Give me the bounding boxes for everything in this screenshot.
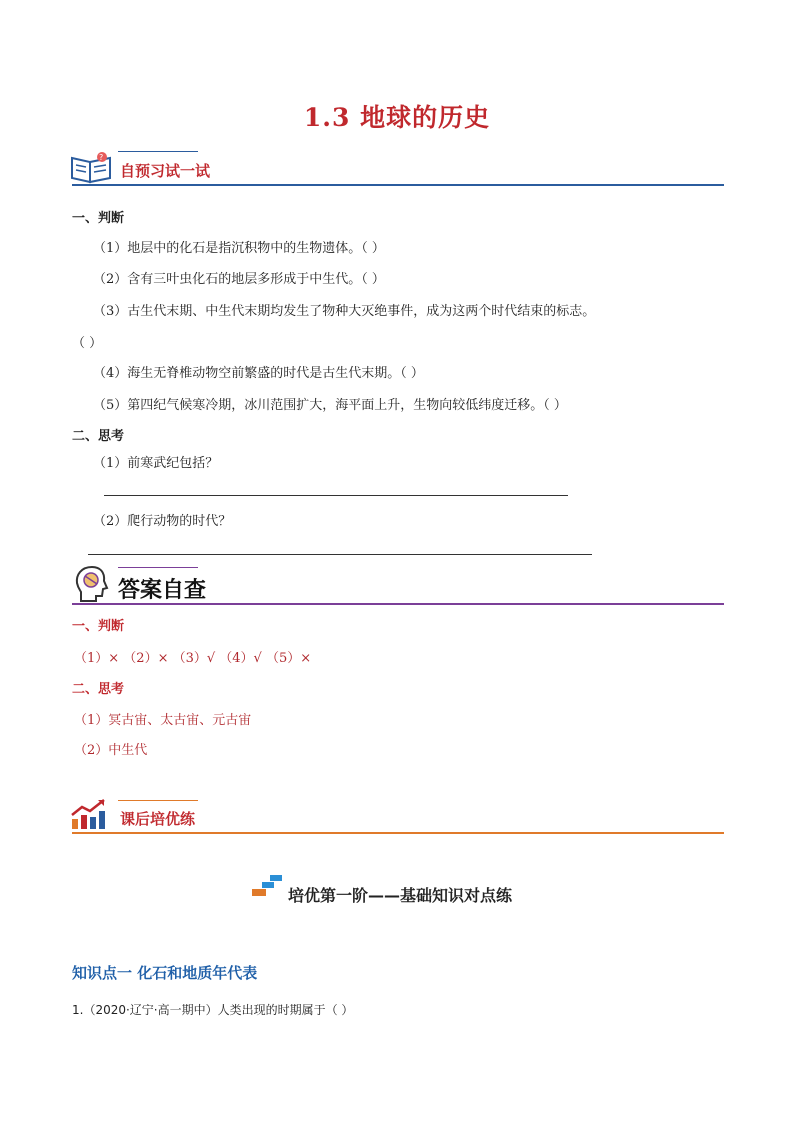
answer-think-1: （1）冥古宙、太古宙、元古宙 [74,713,252,728]
stairs-icon [250,873,284,897]
growth-chart-icon [70,797,110,831]
svg-text:?: ? [99,153,104,162]
think-item-2: （2）爬行动物的时代？ [93,514,232,529]
judge-item-3-cont: （ ） [72,336,103,351]
answer-think-2: （2）中生代 [74,743,148,758]
preview-section-icon [70,150,114,184]
practice-top-rule [118,800,198,801]
answer-judge-values: （1）× （2）× （3）√ （4）√ （5）× [74,651,312,666]
knowledge-point-heading: 知识点一 化石和地质年代表 [72,964,258,982]
practice-section-icon [70,797,110,831]
judge-item-2: （2）含有三叶虫化石的地层多形成于中生代。（ ） [93,272,385,287]
preview-section-title: 自预习试一试 [120,162,211,180]
think-item-1: （1）前寒武纪包括？ [93,456,219,471]
answer-top-rule [118,567,198,568]
book-icon [70,150,114,184]
answer-section-rule [72,603,724,605]
judge-item-4: （4）海生无脊椎动物空前繁盛的时代是古生代末期。（ ） [93,366,424,381]
question-1: 1.（2020·辽宁·高一期中）人类出现的时期属于（ ） [72,1003,354,1017]
stage-heading: 培优第一阶——基础知识对点练 [288,886,513,905]
think-heading: 二、思考 [72,429,125,444]
section-top-rule [118,151,198,152]
judge-item-1: （1）地层中的化石是指沉积物中的生物遗体。（ ） [93,241,385,256]
practice-section-rule [72,832,724,834]
answer-line-2[interactable] [88,554,592,555]
judge-item-3: （3）古生代末期、中生代末期均发生了物种大灭绝事件，成为这两个时代结束的标志。 [93,304,596,319]
preview-section-rule [72,184,724,186]
thinking-head-icon [72,564,112,604]
answer-section-title: 答案自查 [118,578,207,603]
practice-section-title: 课后培优练 [120,810,196,828]
stage-icon [250,873,284,897]
answer-line-1[interactable] [104,495,568,496]
answer-think-heading: 二、思考 [72,682,125,697]
answer-section-icon [72,564,112,604]
judge-item-5: （5）第四纪气候寒冷期，冰川范围扩大，海平面上升，生物向较低纬度迁移。（ ） [93,398,567,413]
page-title: 1.3 地球的历史 [303,103,491,132]
answer-judge-heading: 一、判断 [72,619,125,634]
judge-heading: 一、判断 [72,211,125,226]
